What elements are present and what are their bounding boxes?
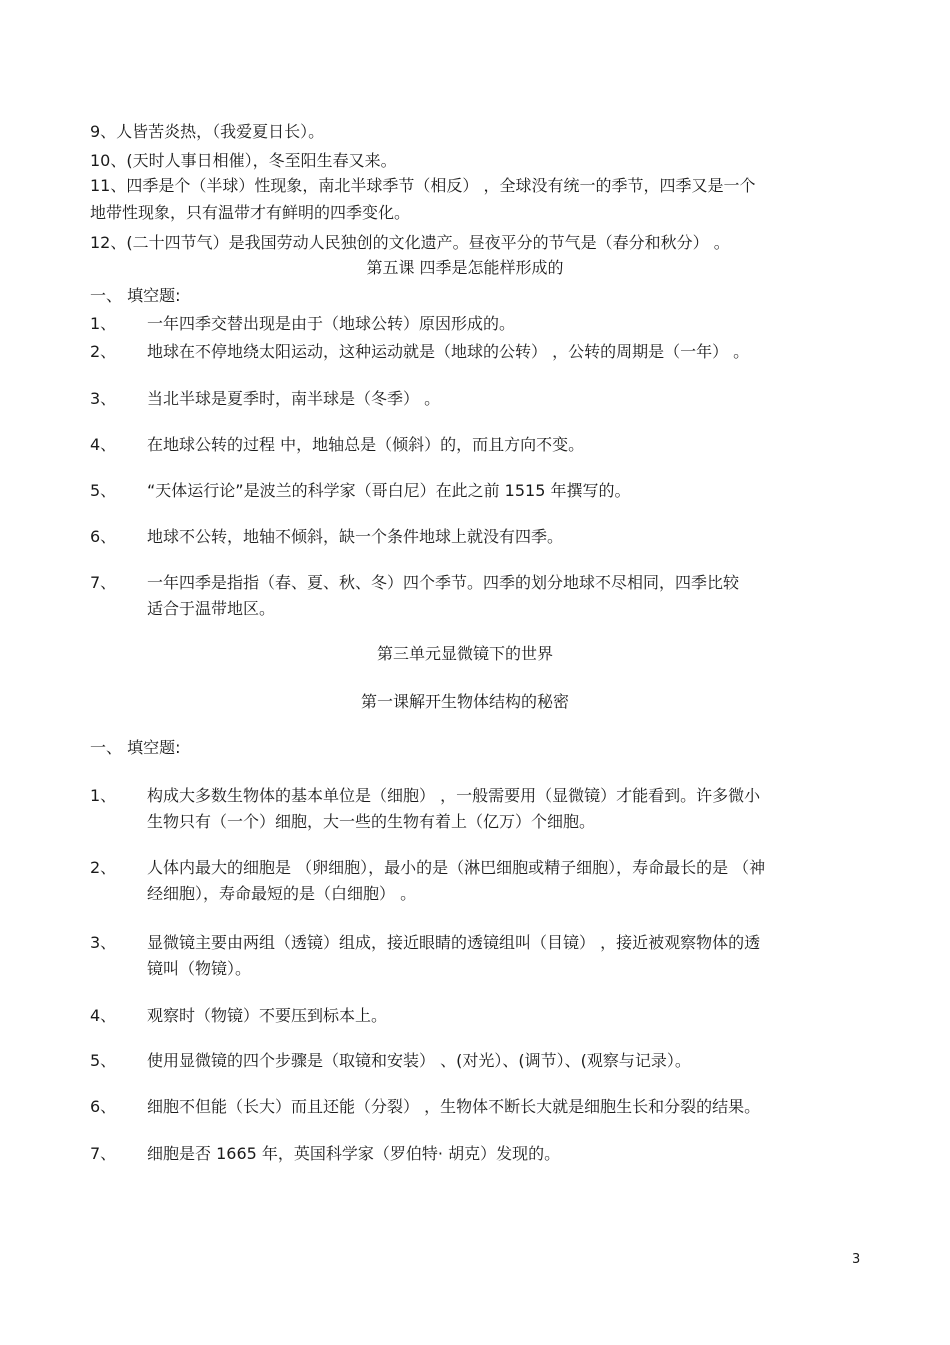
item-text: 经细胞），寿命最短的是（白细胞） 。 [147, 884, 417, 903]
text-line: 9、人皆苦炎热，（我爱夏日长）。 [90, 122, 325, 141]
text-line: 12、(二十四节气）是我国劳动人民独创的文化遗产。昼夜平分的节气是（春分和秋分） 。 [90, 233, 730, 252]
item-number: 6、 [90, 1097, 117, 1116]
page-number: 3 [852, 1252, 861, 1267]
item-number: 7、 [90, 1144, 117, 1163]
item-text: 细胞是否 1665 年，英国科学家（罗伯特· 胡克）发现的。 [147, 1144, 561, 1163]
unit-title: 第三单元显微镜下的世界 [376, 644, 553, 663]
item-text: 地球在不停地绕太阳运动，这种运动就是（地球的公转） ，公转的周期是（一年） 。 [147, 342, 750, 361]
section-heading: 一、 填空题: [90, 286, 181, 305]
item-text: 地球不公转，地轴不倾斜，缺一个条件地球上就没有四季。 [147, 527, 564, 546]
item-number: 1、 [90, 314, 117, 333]
item-number: 3、 [90, 933, 117, 952]
item-text: 在地球公转的过程 中，地轴总是（倾斜）的，而且方向不变。 [147, 435, 585, 454]
item-number: 4、 [90, 435, 117, 454]
item-number: 6、 [90, 527, 117, 546]
item-text: 细胞不但能（长大）而且还能（分裂） ，生物体不断长大就是细胞生长和分裂的结果。 [147, 1097, 761, 1116]
item-text: “天体运行论”是波兰的科学家（哥白尼）在此之前 1515 年撰写的。 [147, 481, 631, 500]
item-number: 7、 [90, 573, 117, 592]
item-number: 5、 [90, 1051, 117, 1070]
item-text: 一年四季是指指（春、夏、秋、冬）四个季节。四季的划分地球不尽相同，四季比较 [147, 573, 740, 592]
item-text: 显微镜主要由两组（透镜）组成，接近眼睛的透镜组叫（目镜） ，接近被观察物体的透 [147, 933, 761, 952]
text-line: 10、(天时人事日相催），冬至阳生春又来。 [90, 151, 397, 170]
item-text: 镜叫（物镜）。 [147, 959, 252, 978]
item-text: 构成大多数生物体的基本单位是（细胞） ，一般需要用（显微镜）才能看到。许多微小 [147, 786, 761, 805]
lesson-title: 第五课 四季是怎能样形成的 [366, 258, 564, 277]
section-heading: 一、 填空题: [90, 738, 181, 757]
item-number: 2、 [90, 342, 117, 361]
item-number: 1、 [90, 786, 117, 805]
item-text: 人体内最大的细胞是 （卵细胞），最小的是（淋巴细胞或精子细胞），寿命最长的是 （神 [147, 858, 766, 877]
item-text: 一年四季交替出现是由于（地球公转）原因形成的。 [147, 314, 516, 333]
item-number: 2、 [90, 858, 117, 877]
text-line: 地带性现象，只有温带才有鲜明的四季变化。 [90, 203, 411, 222]
item-text: 使用显微镜的四个步骤是（取镜和安装） 、(对光）、(调节）、(观察与记录）。 [147, 1051, 691, 1070]
item-text: 生物只有（一个）细胞，大一些的生物有着上（亿万）个细胞。 [147, 812, 596, 831]
lesson-title: 第一课解开生物体结构的秘密 [360, 692, 569, 711]
item-number: 4、 [90, 1006, 117, 1025]
item-number: 3、 [90, 389, 117, 408]
item-text: 适合于温带地区。 [147, 599, 276, 618]
item-text: 观察时（物镜）不要压到标本上。 [147, 1006, 388, 1025]
item-number: 5、 [90, 481, 117, 500]
item-text: 当北半球是夏季时，南半球是（冬季） 。 [147, 389, 441, 408]
text-line: 11、四季是个（半球）性现象，南北半球季节（相反） ，全球没有统一的季节，四季又是一个 [90, 176, 756, 195]
